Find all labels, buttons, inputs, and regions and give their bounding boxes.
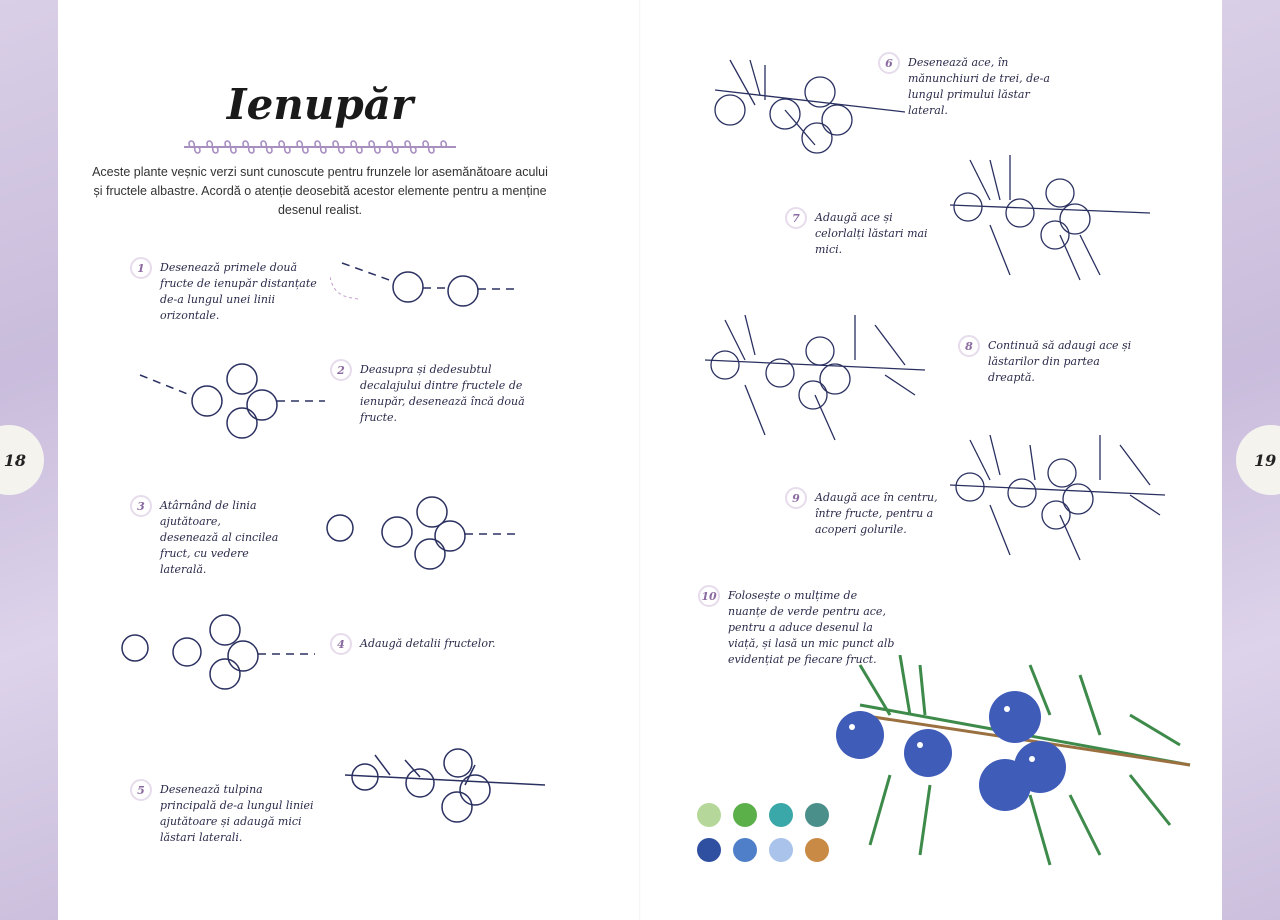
step-4 (330, 636, 510, 655)
step-6 (878, 55, 1058, 119)
step-5 (130, 782, 320, 846)
sketch-step-1 (330, 255, 530, 315)
sketch-step-5 (345, 745, 545, 835)
step-text: Folosește o mulțime de nuanțe de verde pentru ace, pentru a aduce desenul la viață, și lasă un mic punct alb evidențiat pe fiecare fruct. (728, 589, 895, 666)
step-8 (958, 338, 1138, 386)
step-2 (330, 362, 530, 426)
palette-swatch (697, 838, 721, 862)
sketch-step-8 (705, 315, 935, 445)
palette-swatch (697, 803, 721, 827)
palette-swatch (805, 838, 829, 862)
sketch-step-7 (950, 155, 1150, 285)
colored-juniper-illustration (830, 655, 1200, 875)
step-text: Deasupra și dedesubtul decalajului dintre fructele de ienupăr, desenează încă două fructe. (360, 363, 525, 424)
step-text: Atârnând de linia ajutătoare, desenează al cincilea fruct, cu vedere laterală. (160, 499, 279, 576)
sketch-step-4 (115, 608, 335, 698)
palette-swatch (733, 803, 757, 827)
step-number: 6 (878, 52, 900, 74)
step-3 (130, 498, 280, 578)
step-text: Continuă să adaugi ace și lăstarilor din partea dreaptă. (988, 339, 1132, 384)
sketch-step-6 (705, 50, 905, 160)
step-number: 3 (130, 495, 152, 517)
step-text: Desenează tulpina principală de-a lungul liniei ajutătoare și adaugă mici lăstari laterali. (160, 783, 314, 844)
page-number-left: 18 (0, 425, 44, 495)
step-text: Desenează ace, în mănunchiuri de trei, de-a lungul primului lăstar lateral. (908, 56, 1050, 117)
step-number: 9 (785, 487, 807, 509)
book-fold (639, 0, 641, 920)
page-title: Ienupăr (226, 80, 414, 129)
step-number: 8 (958, 335, 980, 357)
step-text: Adaugă ace și celorlalți lăstari mai mici. (815, 211, 928, 256)
palette-swatch (805, 803, 829, 827)
step-number: 10 (698, 585, 720, 607)
step-text: Adaugă ace în centru, între fructe, pentru a acoperi golurile. (815, 491, 938, 536)
palette-swatch (769, 803, 793, 827)
palette-swatch (769, 838, 793, 862)
sketch-step-9 (950, 435, 1170, 565)
step-number: 5 (130, 779, 152, 801)
sketch-step-2 (135, 355, 335, 445)
step-number: 4 (330, 633, 352, 655)
page-number-right: 19 (1236, 425, 1280, 495)
sketch-step-3 (320, 490, 530, 580)
intro-paragraph: Aceste plante veșnic verzi sunt cunoscute pentru frunzele lor asemănătoare acului și fructele albastre. Acordă o atenție deosebită acestor elemente pentru a menține desenul realist. (92, 165, 548, 217)
step-9 (785, 490, 955, 538)
step-7 (785, 210, 945, 258)
palette-swatch (733, 838, 757, 862)
step-text: Desenează primele două fructe de ienupăr distanțate de-a lungul unei linii orizontale. (160, 261, 317, 322)
step-number: 1 (130, 257, 152, 279)
vine-ornament (180, 136, 460, 158)
step-1 (130, 260, 330, 324)
step-text: Adaugă detalii fructelor. (360, 637, 496, 650)
step-number: 2 (330, 359, 352, 381)
step-number: 7 (785, 207, 807, 229)
